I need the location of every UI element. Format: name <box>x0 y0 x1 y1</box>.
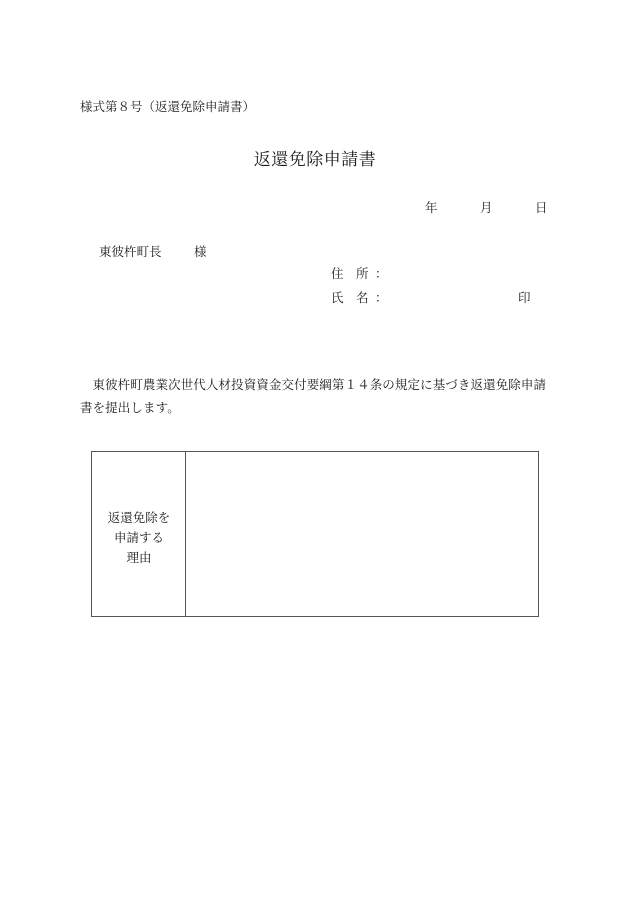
reason-input-cell[interactable] <box>186 452 538 616</box>
date-day-label: 日 <box>535 200 548 215</box>
reason-label-line-2: 申請する <box>113 530 164 545</box>
date-month-label: 月 <box>480 200 493 215</box>
name-colon: ： <box>375 290 388 305</box>
reason-label-line-3: 理由 <box>126 550 152 565</box>
reason-label-cell <box>92 452 186 616</box>
name-label: 氏 名 <box>331 290 369 305</box>
form-number: 様式第８号（返還免除申請書） <box>80 99 256 114</box>
body-paragraph: 東彼杵町農業次世代人材投資資金交付要綱第１４条の規定に基づき返還免除申請書を提出します。 <box>80 377 547 415</box>
date-year-label: 年 <box>425 200 438 215</box>
reason-label <box>92 508 186 568</box>
reason-table <box>91 451 539 617</box>
reason-label-line-1: 返還免除を <box>107 510 171 525</box>
addressee-honorific: 様 <box>194 244 207 259</box>
addressee-name: 東彼杵町長 <box>99 244 162 259</box>
address-colon: ： <box>375 266 388 281</box>
address-label: 住 所 <box>331 266 369 281</box>
document-title: 返還免除申請書 <box>253 150 377 170</box>
seal-mark: 印 <box>518 290 531 305</box>
